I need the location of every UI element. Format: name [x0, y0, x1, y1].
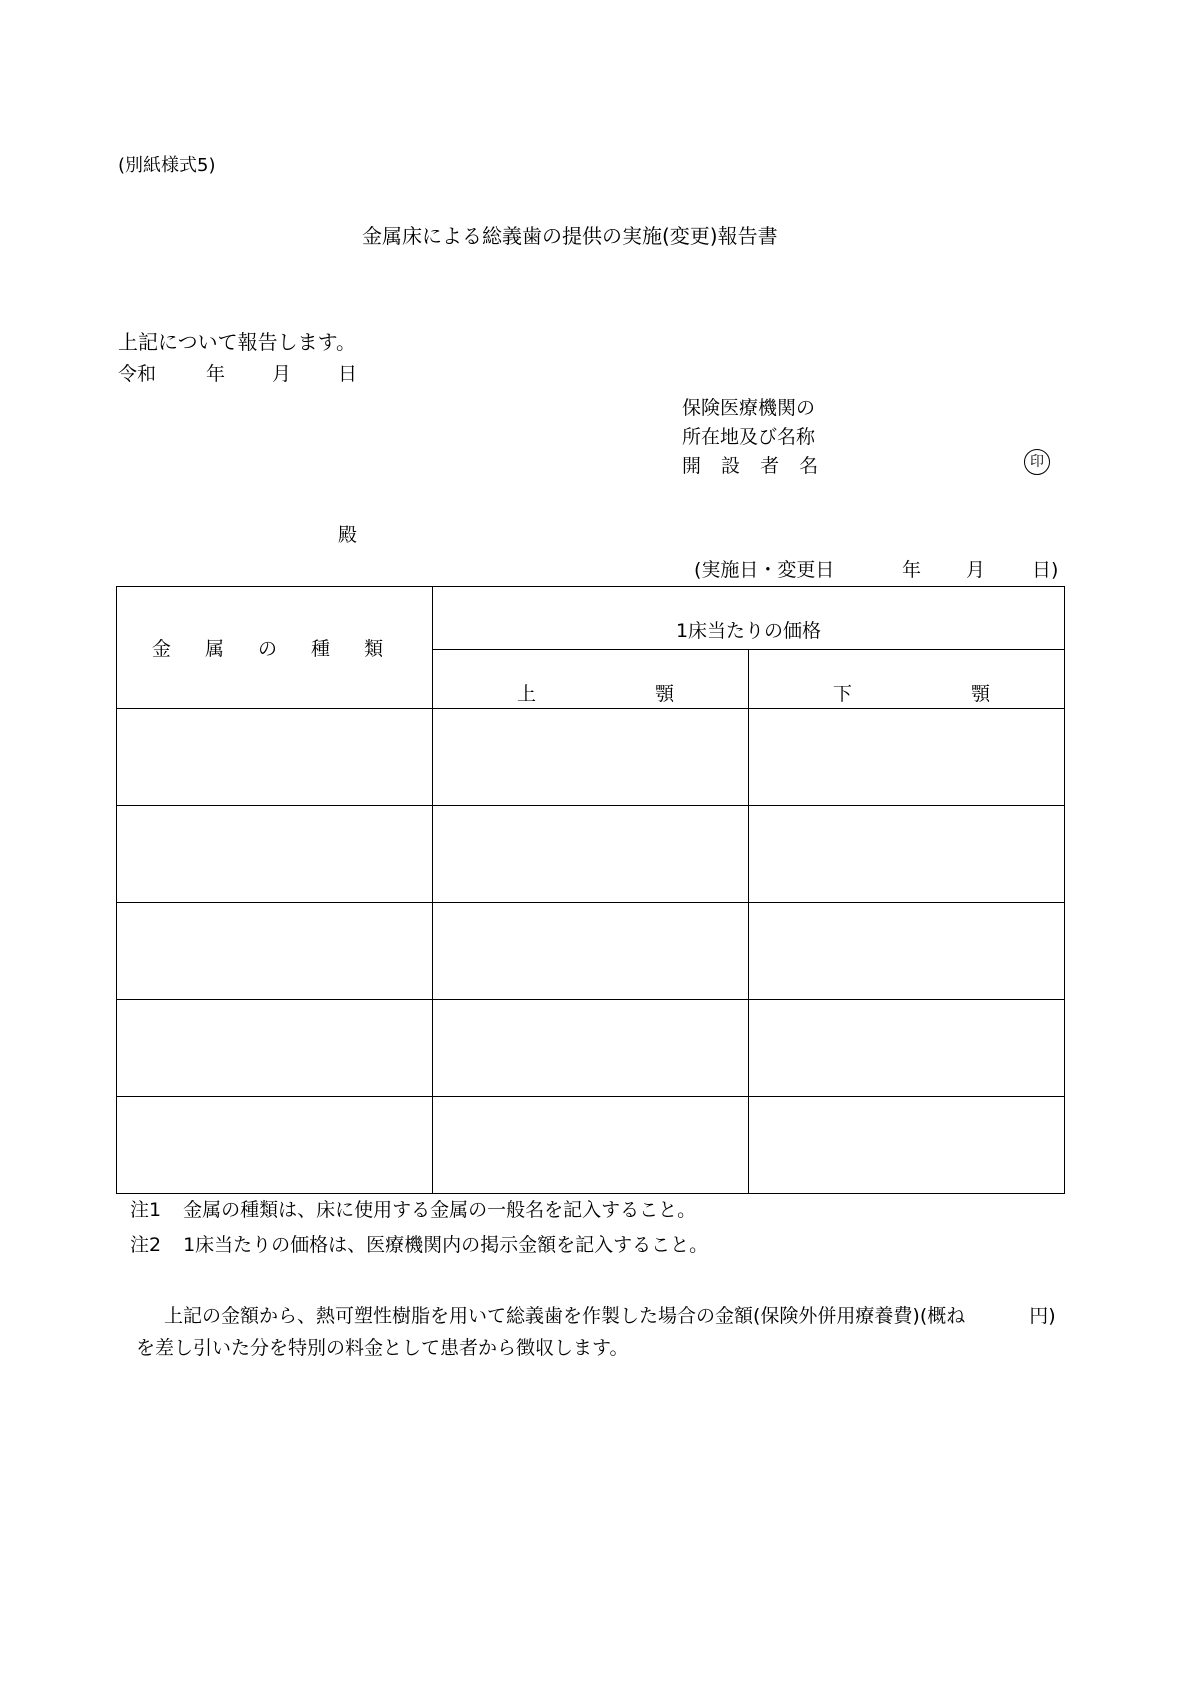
impl-date-prefix: (実施日・変更日	[694, 559, 835, 581]
document-title: 金属床による総義歯の提供の実施(変更)報告書	[362, 224, 778, 248]
institution-line1: 保険医療機関の	[682, 397, 816, 419]
metal-cell[interactable]	[117, 1000, 433, 1097]
lower-price-cell[interactable]	[749, 1000, 1065, 1097]
metal-cell[interactable]	[117, 709, 433, 806]
closing-paragraph	[136, 1300, 1066, 1365]
date-day-label: 日	[338, 363, 358, 385]
date-era: 令和	[118, 363, 157, 385]
lower-jaw-char2: 顎	[970, 683, 990, 705]
form-number: (別紙様式5)	[118, 155, 216, 176]
table-row	[117, 1097, 1065, 1194]
note-label: 注1	[130, 1199, 162, 1221]
note-text: 金属の種類は、床に使用する金属の一般名を記入すること。	[183, 1199, 697, 1221]
lower-jaw-char1: 下	[833, 683, 853, 705]
metal-price-table	[116, 586, 1065, 1194]
note-text: 1床当たりの価格は、医療機関内の掲示金額を記入すること。	[183, 1234, 709, 1256]
impl-month-label: 月	[966, 559, 986, 581]
metal-type-header: 金 属 の 種 類	[117, 587, 433, 709]
lower-price-cell[interactable]	[749, 903, 1065, 1000]
upper-jaw-header	[433, 650, 749, 709]
closing-part1: 上記の金額から、熱可塑性樹脂を用いて総義歯を作製した場合の金額(保険外併用療養費)(概ね	[164, 1305, 966, 1327]
note-2	[130, 1236, 708, 1255]
note-1	[130, 1201, 696, 1220]
addressee-suffix: 殿	[338, 524, 358, 546]
table-row	[117, 709, 1065, 806]
price-per-plate-header: 1床当たりの価格	[433, 587, 1065, 650]
metal-cell[interactable]	[117, 806, 433, 903]
closing-part2: 円)を差し引いた分を特別の料金として患者から徴収します。	[136, 1305, 1056, 1360]
impl-year-label: 年	[902, 559, 922, 581]
table-row	[117, 806, 1065, 903]
table-row	[117, 903, 1065, 1000]
lower-price-cell[interactable]	[749, 1097, 1065, 1194]
institution-line2: 所在地及び名称	[682, 426, 816, 448]
impl-day-label: 日)	[1032, 559, 1059, 581]
table-row	[117, 1000, 1065, 1097]
upper-jaw-char1: 上	[517, 683, 537, 705]
upper-price-cell[interactable]	[433, 806, 749, 903]
date-month-label: 月	[272, 363, 292, 385]
metal-cell[interactable]	[117, 903, 433, 1000]
upper-jaw-char2: 顎	[654, 683, 674, 705]
lower-jaw-header	[749, 650, 1065, 709]
lower-price-cell[interactable]	[749, 806, 1065, 903]
founder-name-label: 開 設 者 名	[682, 455, 819, 477]
upper-price-cell[interactable]	[433, 1097, 749, 1194]
note-label: 注2	[130, 1234, 162, 1256]
date-year-label: 年	[206, 363, 226, 385]
metal-cell[interactable]	[117, 1097, 433, 1194]
upper-price-cell[interactable]	[433, 1000, 749, 1097]
seal-icon: 印	[1024, 449, 1050, 475]
upper-price-cell[interactable]	[433, 709, 749, 806]
report-statement: 上記について報告します。	[118, 330, 356, 354]
upper-price-cell[interactable]	[433, 903, 749, 1000]
lower-price-cell[interactable]	[749, 709, 1065, 806]
